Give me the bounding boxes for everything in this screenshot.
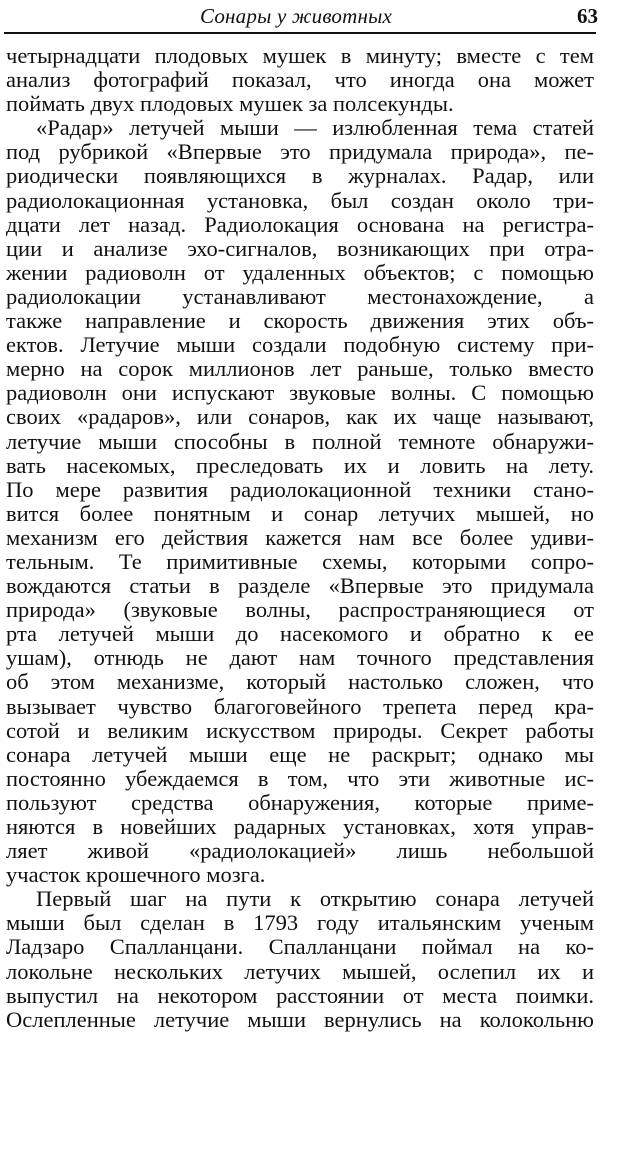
- text-line: вать насекомых, преследовать их и ловить на лету.: [6, 453, 594, 478]
- text-line: вызывает чувство благоговейного трепета перед кра-: [6, 694, 594, 719]
- text-line: об этом механизме, который настолько сложен, что: [6, 670, 594, 695]
- text-line: своих «радаров», или сонаров, как их чаще называют,: [6, 405, 594, 430]
- text-line: няются в новейших радарных установках, хотя управ-: [6, 815, 594, 839]
- page-number: 63: [577, 4, 598, 28]
- text-line: под рубрикой «Впервые это придумала природа», пе-: [6, 140, 594, 165]
- text-line: дцати лет назад. Радиолокация основана на регистра-: [6, 212, 594, 237]
- text-line: пользуют средства обнаружения, которые приме-: [6, 790, 594, 815]
- text-line: анализ фотографий показал, что иногда она может: [6, 68, 594, 93]
- text-line: летучие мыши способны в полной темноте обнаружи-: [6, 429, 594, 454]
- text-line: радиолокационная установка, был создан около три-: [6, 188, 594, 213]
- text-line: выпустил на некотором расстоянии от места поимки.: [6, 983, 594, 1008]
- text-line: радиолокации устанавливают местонахождение, а: [6, 284, 594, 309]
- text-line: вождаются статьи в разделе «Впервые это придумала: [6, 574, 594, 599]
- text-line: локольне нескольких летучих мышей, ослепил их и: [6, 959, 594, 984]
- text-line: четырнадцати плодовых мушек в минуту; вместе с тем: [6, 44, 594, 68]
- text-line: сонара летучей мыши еще не раскрыт; однако мы: [6, 742, 594, 767]
- text-line: также направление и скорость движения этих объ-: [6, 309, 594, 334]
- text-line: механизм его действия кажется нам все более удиви-: [6, 525, 594, 550]
- text-line: поймать двух плодовых мушек за полсекунды.: [6, 92, 454, 117]
- text-line: ляет живой «радиолокацией» лишь небольшой: [6, 839, 594, 864]
- text-line: природа» (звуковые волны, распространяющиеся от: [6, 598, 594, 623]
- text-line: По мере развития радиолокационной техники стано-: [6, 477, 594, 502]
- text-line: жении радиоволн от удаленных объектов; с помощью: [6, 260, 594, 285]
- text-line: мыши был сделан в 1793 году итальянским ученым: [6, 911, 594, 936]
- running-head: [0, 2, 612, 32]
- text-line: сотой и великим искусством природы. Секрет работы: [6, 718, 594, 743]
- text-line: постоянно убеждаемся в том, что эти животные ис-: [6, 766, 594, 791]
- text-line: вится более понятным и сонар летучих мышей, но: [6, 501, 594, 526]
- text-line: мерно на сорок миллионов лет раньше, только вместо: [6, 357, 594, 382]
- text-line: тельным. Те примитивные схемы, которыми сопро-: [6, 549, 594, 574]
- text-line: радиоволн они испускают звуковые волны. С помощью: [6, 381, 594, 406]
- header-rule: [4, 32, 596, 34]
- running-title: Сонары у животных: [200, 4, 393, 28]
- body-text: [6, 44, 594, 1032]
- text-line: Ладзаро Спалланцани. Спалланцани поймал на ко-: [6, 935, 594, 960]
- text-line: ектов. Летучие мыши создали подобную систему при-: [6, 333, 594, 358]
- paragraph-start-line: «Радар» летучей мыши — излюбленная тема статей: [36, 116, 594, 141]
- text-line: рта летучей мыши до насекомого и обратно к ее: [6, 622, 594, 647]
- text-line: Ослепленные летучие мыши вернулись на колокольню: [6, 1007, 594, 1032]
- text-line: ции и анализе эхо-сигналов, возникающих при отра-: [6, 236, 594, 261]
- paragraph-start-line: Первый шаг на пути к открытию сонара летучей: [36, 887, 594, 912]
- text-line: участок крошечного мозга.: [6, 863, 266, 888]
- text-line: ушам), отнюдь не дают нам точного представления: [6, 646, 594, 671]
- text-line: риодически появляющихся в журналах. Радар, или: [6, 164, 594, 189]
